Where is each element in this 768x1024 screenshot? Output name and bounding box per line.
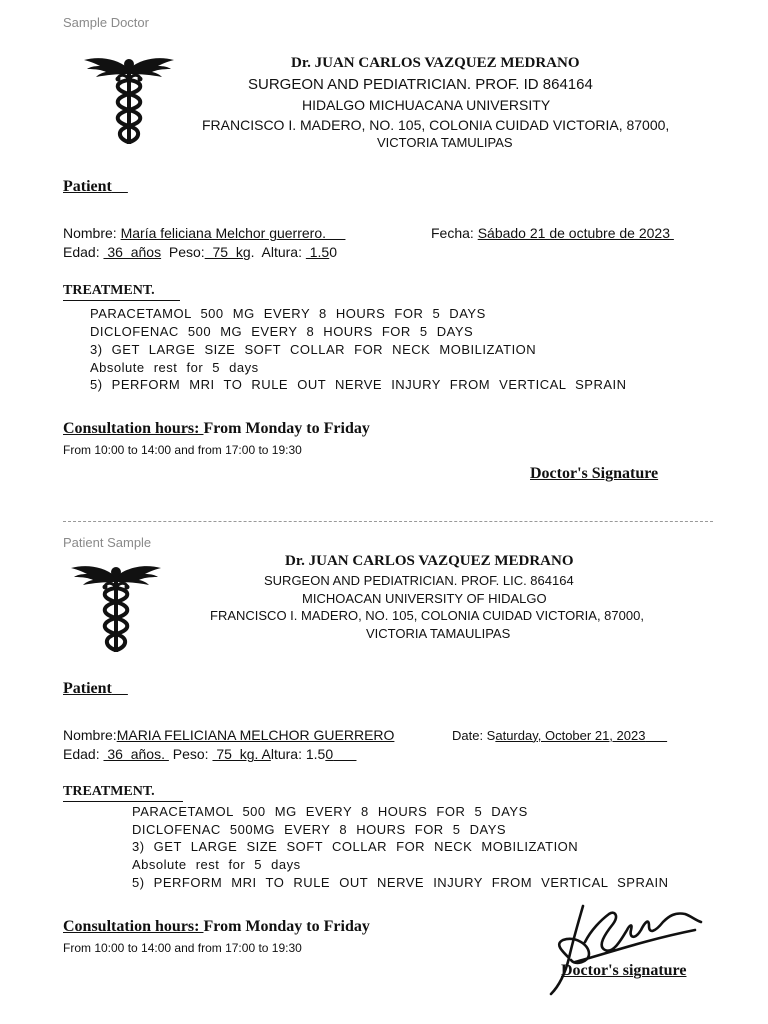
treatment-heading: TREATMENT.: [63, 283, 155, 298]
patient-heading: Patient: [63, 680, 112, 697]
treatment-item: Absolute rest for 5 days: [90, 360, 259, 375]
date-value: aturday, October 21, 2023: [495, 728, 646, 743]
patient-name-field: [63, 225, 345, 241]
fecha-label: Fecha:: [431, 225, 478, 241]
date-label: Date: S: [452, 728, 496, 743]
altura-tail: 0: [329, 244, 338, 260]
handwritten-signature: [545, 900, 705, 996]
date-field: [452, 728, 667, 743]
treatment-item: DICLOFENAC 500 MG EVERY 8 HOURS FOR 5 DAYS: [90, 324, 474, 339]
edad-label: Edad:: [63, 746, 104, 762]
nombre-value: María feliciana Melchor guerrero.: [120, 225, 326, 241]
treatment-heading: TREATMENT.: [63, 784, 155, 799]
treatment-item: 3) GET LARGE SIZE SOFT COLLAR FOR NECK MOBILIZATION: [132, 839, 579, 854]
sample-doctor-label: Sample Doctor: [63, 15, 149, 30]
nombre-label: Nombre:: [63, 727, 117, 743]
consult-days: From Monday to Friday: [203, 420, 370, 437]
treatment-item: PARACETAMOL 500 MG EVERY 8 HOURS FOR 5 DAYS: [90, 306, 486, 321]
altura-value: 0: [325, 746, 334, 762]
edad-label: Edad:: [63, 244, 104, 260]
consultation-times: From 10:00 to 14:00 and from 17:00 to 19:30: [63, 443, 302, 457]
doctor-title: SURGEON AND PEDIATRICIAN. PROF. LIC. 864164: [264, 573, 574, 588]
date-field: [431, 225, 674, 241]
altura-label: . Altura:: [250, 244, 306, 260]
patient-vitals: [63, 244, 337, 260]
caduceus-icon: [71, 562, 161, 658]
treatment-item: 3) GET LARGE SIZE SOFT COLLAR FOR NECK MOBILIZATION: [90, 342, 537, 357]
edad-value: 36 años: [103, 244, 162, 260]
edad-value: 36 años.: [103, 746, 169, 762]
consultation-times: From 10:00 to 14:00 and from 17:00 to 19:30: [63, 941, 302, 955]
treatment-item: 5) PERFORM MRI TO RULE OUT NERVE INJURY FROM VERTICAL SPRAIN: [90, 377, 627, 392]
treatment-item: 5) PERFORM MRI TO RULE OUT NERVE INJURY FROM VERTICAL SPRAIN: [132, 875, 669, 890]
patient-sample-label: Patient Sample: [63, 535, 152, 550]
patient-vitals: [63, 746, 356, 762]
peso-label: Peso:: [168, 746, 213, 762]
signature-label: Doctor's signature: [561, 962, 687, 979]
altura-label: ltura: 1.5: [270, 746, 326, 762]
treatment-underline: [63, 300, 180, 301]
treatment-item: Absolute rest for 5 days: [132, 857, 301, 872]
patient-name-field: [63, 727, 394, 743]
fecha-value: Sábado 21 de octubre de 2023: [477, 225, 670, 241]
treatment-item: PARACETAMOL 500 MG EVERY 8 HOURS FOR 5 DAYS: [132, 804, 528, 819]
consultation-hours: [63, 420, 370, 438]
doctor-address-line1: FRANCISCO I. MADERO, NO. 105, COLONIA CUIDAD VICTORIA, 87000,: [210, 608, 644, 623]
consult-label: Consultation hours:: [63, 420, 204, 437]
doctor-address-line2: VICTORIA TAMAULIPAS: [366, 626, 511, 641]
peso-value: 75 kg. A: [212, 746, 271, 762]
doctor-address-line2: VICTORIA TAMULIPAS: [377, 135, 513, 150]
consultation-hours: [63, 918, 370, 936]
doctor-university: MICHOACAN UNIVERSITY OF HIDALGO: [302, 591, 547, 606]
peso-value: 75 kg: [204, 244, 251, 260]
altura-value: 1.5: [305, 244, 330, 260]
peso-label: Peso:: [161, 244, 205, 260]
doctor-name: Dr. JUAN CARLOS VAZQUEZ MEDRANO: [291, 55, 580, 71]
consult-days: From Monday to Friday: [203, 918, 370, 935]
caduceus-icon: [84, 54, 174, 150]
doctor-university: HIDALGO MICHUACANA UNIVERSITY: [302, 97, 551, 113]
doctor-address-line1: FRANCISCO I. MADERO, NO. 105, COLONIA CUIDAD VICTORIA, 87000,: [202, 117, 670, 133]
consult-label: Consultation hours:: [63, 918, 204, 935]
doctor-title: SURGEON AND PEDIATRICIAN. PROF. ID 864164: [248, 76, 593, 93]
doctor-name: Dr. JUAN CARLOS VAZQUEZ MEDRANO: [285, 553, 574, 569]
treatment-item: DICLOFENAC 500MG EVERY 8 HOURS FOR 5 DAYS: [132, 822, 507, 837]
cut-line-divider: [63, 521, 713, 522]
treatment-underline: [63, 801, 183, 802]
nombre-label: Nombre:: [63, 225, 121, 241]
signature-label: Doctor's Signature: [530, 465, 659, 482]
nombre-value: MARIA FELICIANA MELCHOR GUERRERO: [116, 727, 395, 743]
patient-heading: Patient: [63, 178, 112, 195]
